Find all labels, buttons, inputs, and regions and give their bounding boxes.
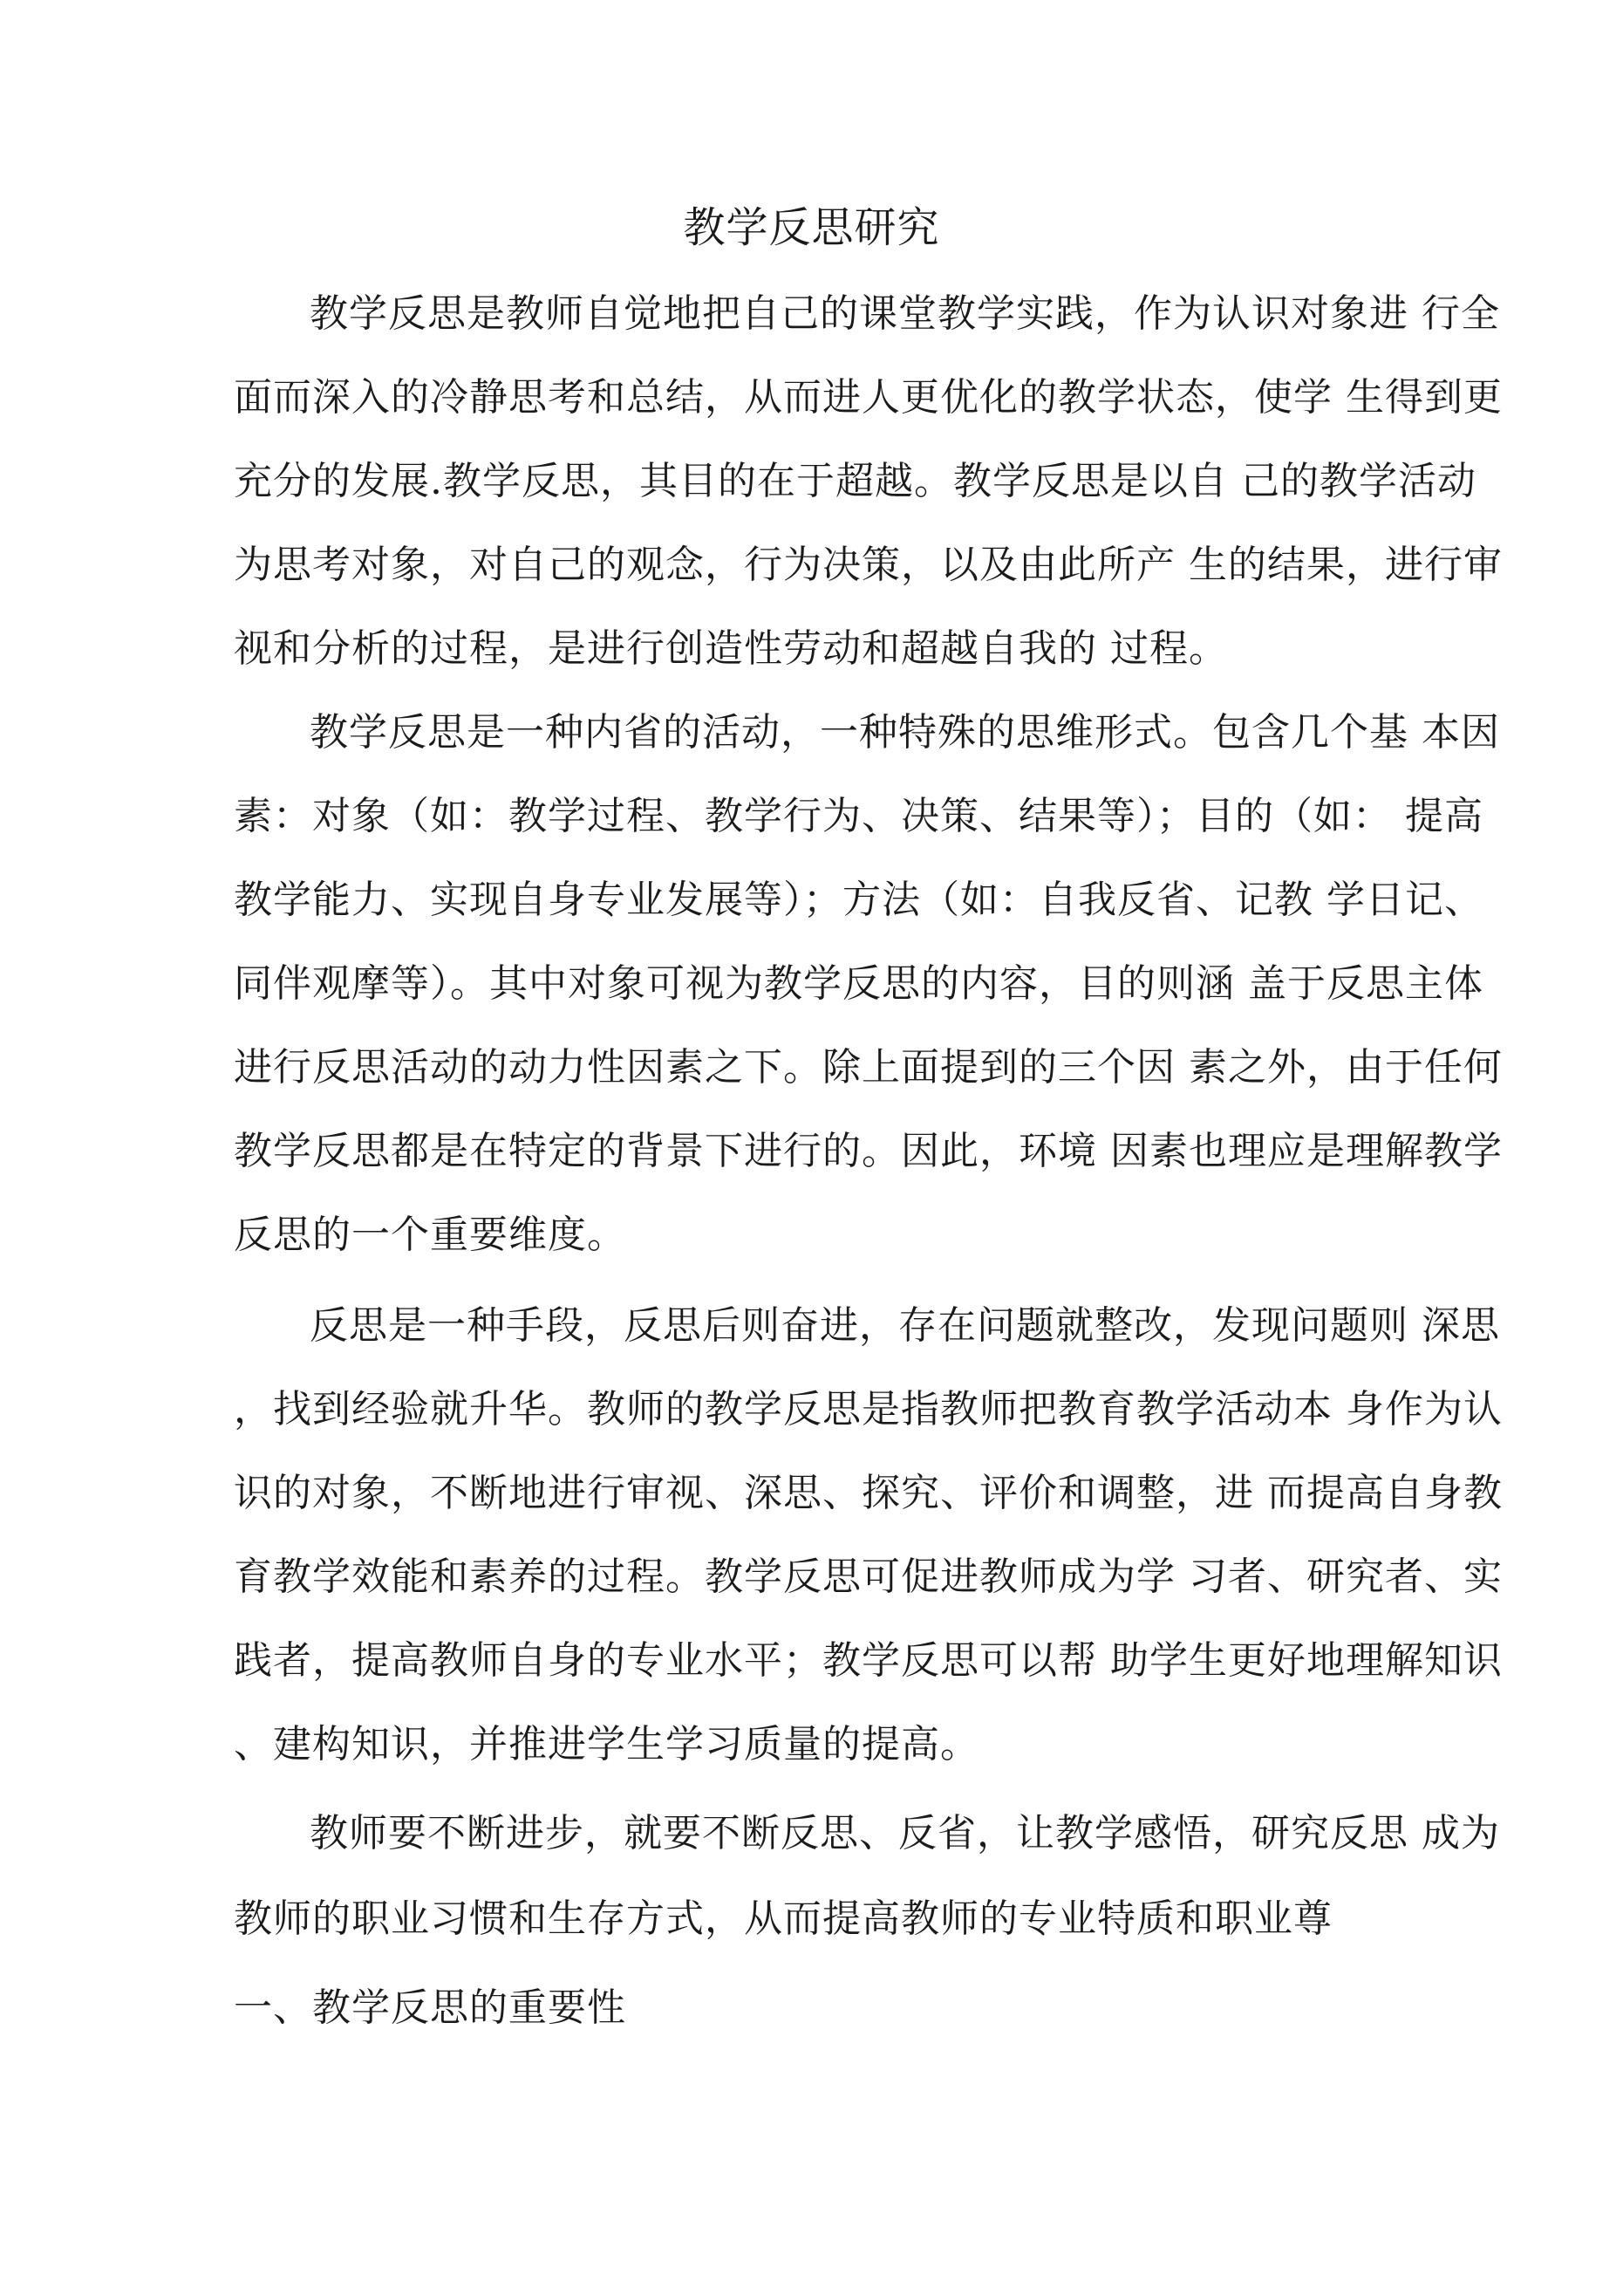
paragraph-line: 践者，提高教师自身的专业水平；教学反思可以帮 助学生更好地理解知识 xyxy=(234,1638,1503,1683)
paragraph-line: ，找到经验就升华。教师的教学反思是指教师把教育教学活动本 身作为认 xyxy=(234,1387,1503,1432)
document-title: 教学反思研究 xyxy=(683,203,940,252)
paragraph-line: 进行反思活动的动力性因素之下。除上面提到的三个因 素之外，由于任何 xyxy=(234,1045,1503,1090)
paragraph-line: 反思是一种手段，反思后则奋进，存在问题就整改，发现问题则 深思 xyxy=(310,1303,1500,1348)
paragraph-line: 、建构知识，并推进学生学习质量的提高。 xyxy=(234,1722,979,1766)
paragraph-line: 教学反思是教师自觉地把自己的课堂教学实践，作为认识对象进 行全 xyxy=(310,291,1500,336)
paragraph-line: 教学反思是一种内省的活动，一种特殊的思维形式。包含几个基 本因 xyxy=(310,710,1500,755)
paragraph-line: 视和分析的过程，是进行创造性劳动和超越自我的 过程。 xyxy=(234,626,1228,671)
paragraph-line: 同伴观摩等）。其中对象可视为教学反思的内容，目的则涵 盖于反思主体 xyxy=(234,961,1483,1006)
paragraph-line: 育教学效能和素养的过程。教学反思可促进教师成为学 习者、研究者、实 xyxy=(234,1555,1503,1599)
paragraph-line: 反思的一个重要维度。 xyxy=(234,1213,626,1257)
paragraph-line: 教学反思都是在特定的背景下进行的。因此，环境 因素也理应是理解教学 xyxy=(234,1129,1503,1173)
paragraph-line: 面而深入的冷静思考和总结，从而进人更优化的教学状态，使学 生得到更 xyxy=(234,375,1503,420)
paragraph-line: 教师要不断进步，就要不断反思、反省，让教学感悟，研究反思 成为 xyxy=(310,1811,1500,1855)
section-heading: 一、教学反思的重要性 xyxy=(234,1985,626,2030)
paragraph-line: 识的对象，不断地进行审视、深思、探究、评价和调整，进 而提高自身教 xyxy=(234,1471,1503,1515)
paragraph-line: 为思考对象，对自己的观念，行为决策，以及由此所产 生的结果，进行审 xyxy=(234,543,1503,587)
paragraph-line: 素：对象（如：教学过程、教学行为、决策、结果等）；目的（如： 提高 xyxy=(234,794,1483,838)
paragraph-line: 教师的职业习惯和生存方式，从而提高教师的专业特质和职业尊 xyxy=(234,1896,1333,1941)
paragraph-line: 充分的发展.教学反思，其目的在于超越。教学反思是以自 己的教学活动 xyxy=(234,459,1476,503)
paragraph-line: 教学能力、实现自身专业发展等）；方法（如：自我反省、记教 学日记、 xyxy=(234,878,1483,922)
